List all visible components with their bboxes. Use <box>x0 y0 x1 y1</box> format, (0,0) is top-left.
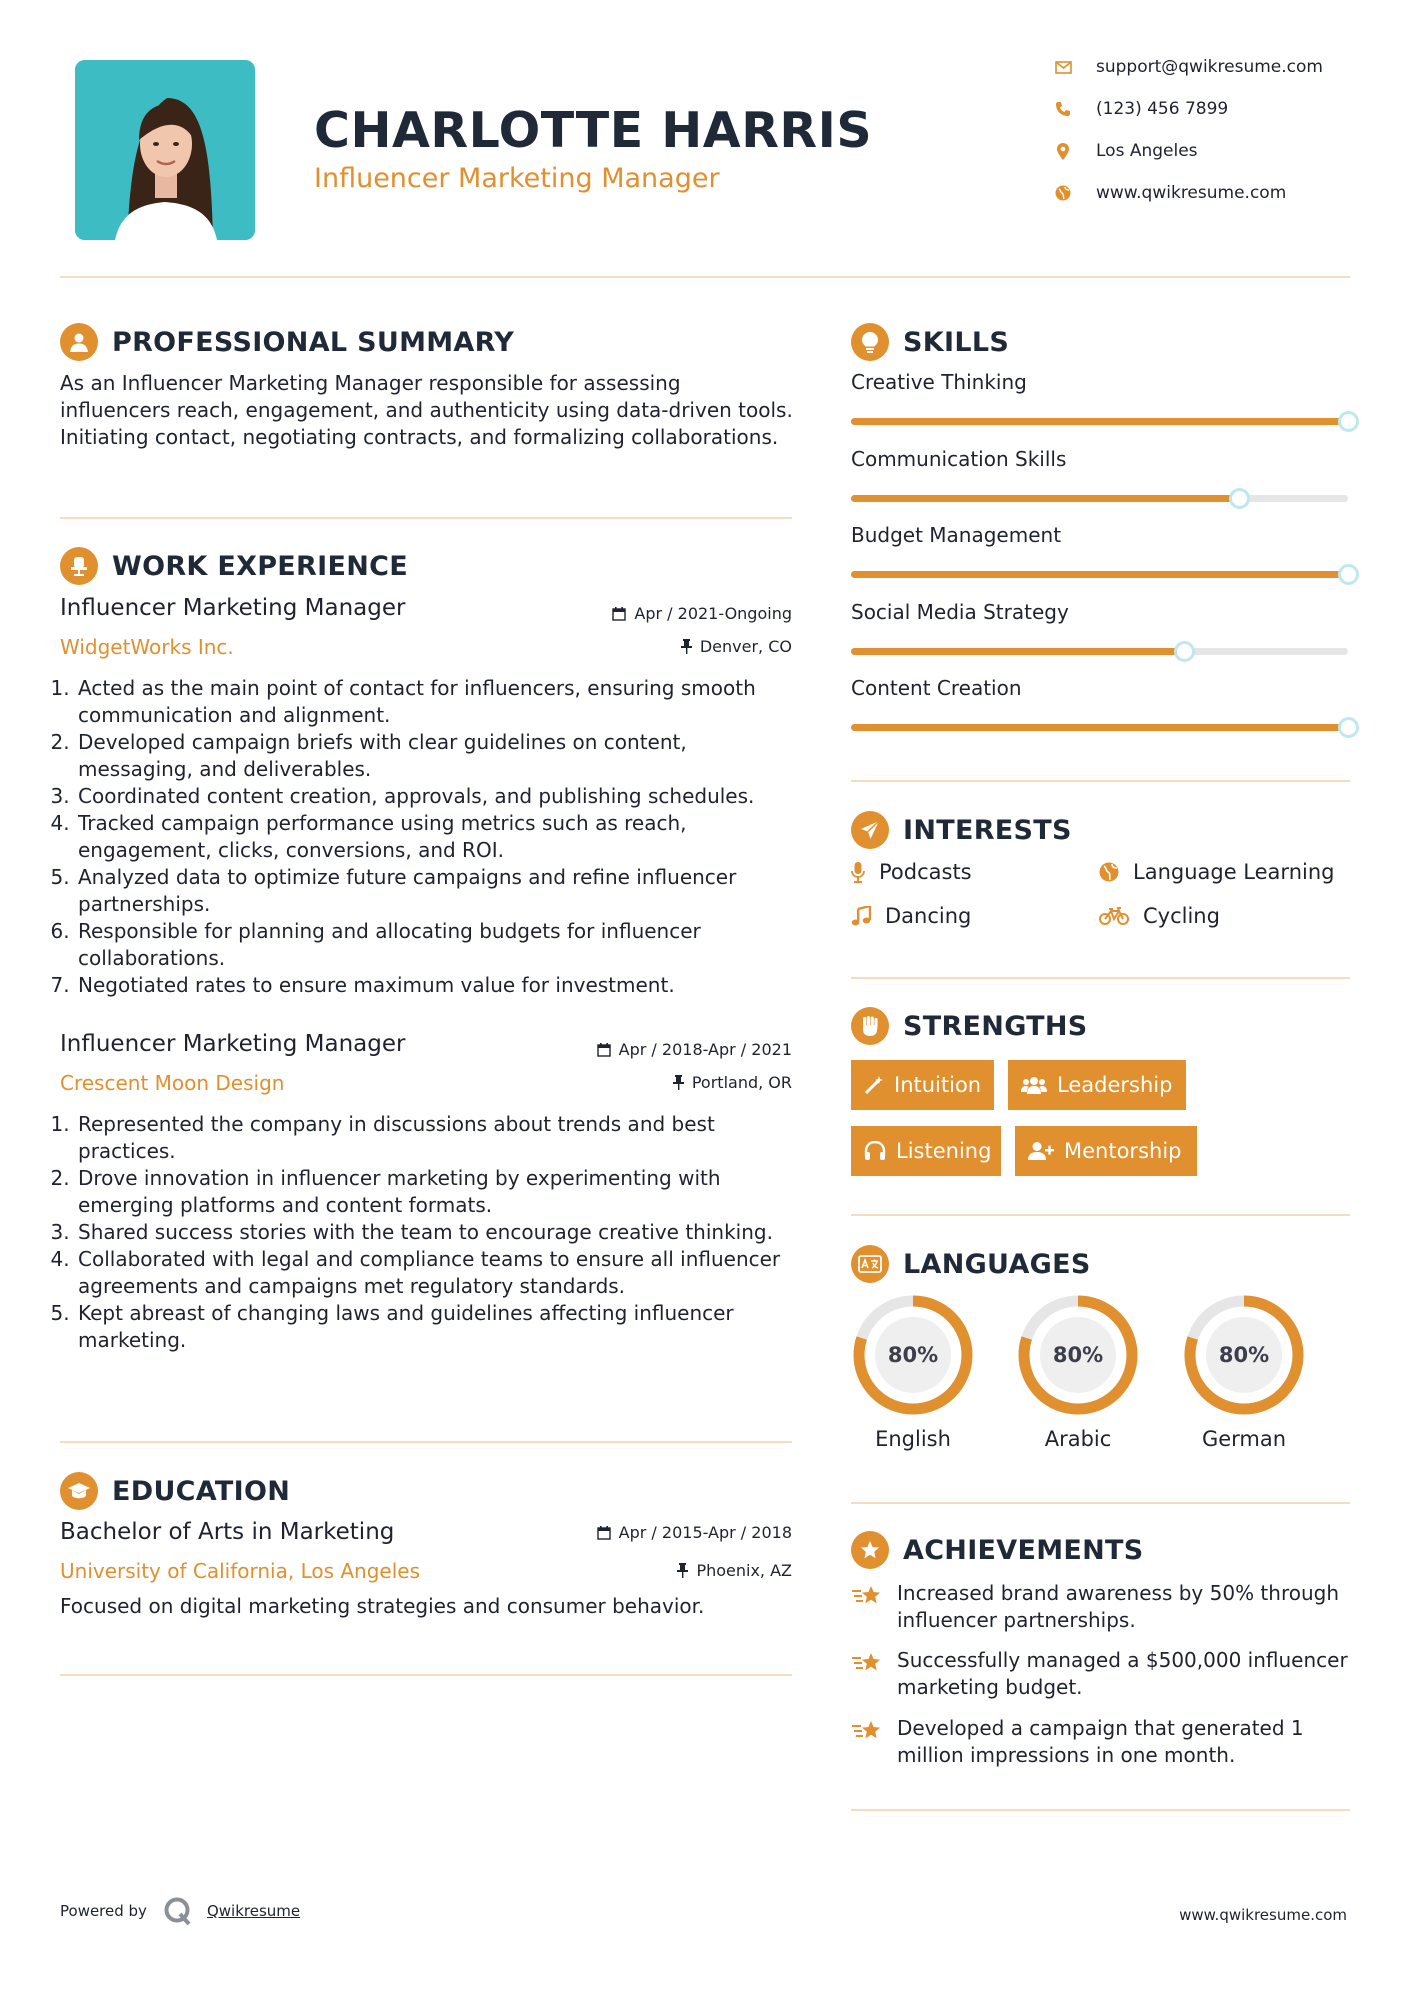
interests-heading <box>851 811 1072 849</box>
interests-divider <box>851 977 1350 979</box>
skill-label: Budget Management <box>851 523 1062 547</box>
summary-heading <box>60 323 514 361</box>
skill-label: Social Media Strategy <box>851 599 1069 624</box>
experience-divider <box>60 1441 792 1443</box>
strength-badge-intuition <box>851 1060 994 1110</box>
skills-heading-label: SKILLS <box>903 326 1010 358</box>
candidate-name: CHARLOTTE HARRIS <box>314 102 873 159</box>
pushpin-icon <box>677 1563 688 1578</box>
language-ring <box>1182 1293 1306 1417</box>
language-ring <box>851 1293 975 1417</box>
languages-divider <box>851 1502 1350 1504</box>
language-name: English <box>875 1427 951 1451</box>
achievement-2-text: Successfully managed a $500,000 influencer marketing budget. <box>897 1648 1348 1699</box>
education-description: Focused on digital marketing strategies and consumer behavior. <box>60 1594 705 1618</box>
languages-heading <box>851 1245 1091 1283</box>
skill-bar-track <box>851 648 1348 655</box>
education-heading <box>60 1472 290 1510</box>
interest-podcasts <box>851 860 972 884</box>
job-2-location <box>470 1073 792 1092</box>
skills-divider <box>851 780 1350 782</box>
list-item: 2. Developed campaign briefs with clear guidelines on content, messaging, and deliverables. <box>76 729 803 783</box>
summary-heading-label: PROFESSIONAL SUMMARY <box>112 326 515 358</box>
job-1-dates <box>470 604 792 623</box>
education-dates-text: Apr / 2015-Apr / 2018 <box>618 1523 792 1542</box>
skill-level-knob <box>1338 411 1359 432</box>
skills-heading <box>851 323 1009 361</box>
footer-brand-link[interactable]: Qwikresume <box>206 1902 301 1920</box>
globe-icon <box>1053 183 1073 203</box>
experience-heading <box>60 547 408 585</box>
strength-badge-listening <box>851 1126 1001 1176</box>
list-item: 2. Drove innovation in influencer marketing by experimenting with emerging platforms and content formats. <box>76 1165 803 1219</box>
education-heading-label: EDUCATION <box>112 1475 291 1507</box>
microphone-icon <box>851 861 865 883</box>
achievement-item <box>851 1580 1350 1634</box>
list-item: 1. Acted as the main point of contact for influencers, ensuring smooth communication and alignment. <box>76 675 803 729</box>
interest-cycling <box>1099 904 1220 928</box>
strength-listening-label: Listening <box>896 1139 992 1163</box>
job-2-title: Influencer Marketing Manager <box>60 1031 406 1057</box>
paper-plane-icon <box>851 811 889 849</box>
skill-bar-track <box>851 724 1348 731</box>
education-school: University of California, Los Angeles <box>60 1559 421 1583</box>
footer-url[interactable]: www.qwikresume.com <box>1179 1906 1347 1924</box>
job-1-title: Influencer Marketing Manager <box>60 595 406 621</box>
portrait-image <box>75 60 255 240</box>
skill-bar-track <box>851 418 1348 425</box>
strengths-heading-label: STRENGTHS <box>903 1010 1088 1042</box>
job-2-dates <box>470 1040 792 1059</box>
calendar-icon <box>597 1526 611 1540</box>
job-1-location-text: Denver, CO <box>699 637 792 656</box>
language-name: Arabic <box>1044 1427 1112 1451</box>
skill-bar-track <box>851 571 1348 578</box>
pushpin-icon <box>673 1075 684 1090</box>
list-item: 6. Responsible for planning and allocating budgets for influencer collaborations. <box>76 918 803 972</box>
job-1-bullets <box>58 675 803 999</box>
achievement-1-text: Increased brand awareness by 50% through influencer partnerships. <box>897 1581 1340 1632</box>
job-2-company: Crescent Moon Design <box>60 1071 285 1095</box>
summary-divider <box>60 517 792 519</box>
calendar-icon <box>612 607 626 621</box>
skill-bar-fill <box>851 724 1348 731</box>
strengths-divider <box>851 1214 1350 1216</box>
profile-photo <box>75 60 255 240</box>
strengths-heading <box>851 1007 1088 1045</box>
contact-website-text: www.qwikresume.com <box>1096 183 1287 203</box>
list-item: 3. Coordinated content creation, approvals, and publishing schedules. <box>76 783 803 810</box>
graduation-cap-icon <box>60 1472 98 1510</box>
skill-bar-fill <box>851 418 1348 425</box>
list-item: 1. Represented the company in discussions about trends and best practices. <box>76 1111 803 1165</box>
headphones-icon <box>864 1141 886 1161</box>
fist-icon <box>851 1007 889 1045</box>
footer-powered-by <box>60 1896 300 1926</box>
shooting-star-icon <box>851 1715 887 1769</box>
language-ring <box>1016 1293 1140 1417</box>
interest-dancing <box>851 904 971 928</box>
list-item: 5. Analyzed data to optimize future campaigns and refine influencer partnerships. <box>76 864 803 918</box>
contact-phone[interactable] <box>1053 99 1383 119</box>
job-2-location-text: Portland, OR <box>691 1073 792 1092</box>
list-item: 7. Negotiated rates to ensure maximum value for investment. <box>76 972 803 999</box>
contact-website[interactable] <box>1053 183 1383 203</box>
magic-wand-icon <box>864 1075 884 1095</box>
globe-icon <box>1099 862 1119 882</box>
user-icon <box>60 323 98 361</box>
achievements-heading-label: ACHIEVEMENTS <box>903 1534 1144 1566</box>
skill-bar-fill <box>851 648 1184 655</box>
interest-language-learning-label: Language Learning <box>1133 860 1335 884</box>
job-2-dates-text: Apr / 2018-Apr / 2021 <box>618 1040 792 1059</box>
bicycle-icon <box>1099 906 1129 926</box>
interest-language-learning <box>1099 860 1334 884</box>
pushpin-icon <box>681 639 692 654</box>
interest-dancing-label: Dancing <box>885 904 972 928</box>
language-percent: 80% <box>887 1343 939 1367</box>
strength-mentorship-label: Mentorship <box>1064 1139 1182 1163</box>
skill-level-knob <box>1174 641 1195 662</box>
skill-bar-fill <box>851 495 1239 502</box>
star-badge-icon <box>851 1531 889 1569</box>
phone-icon <box>1053 99 1073 119</box>
lightbulb-icon <box>851 323 889 361</box>
achievements-divider <box>851 1809 1350 1811</box>
language-card-icon <box>851 1245 889 1283</box>
strength-badge-mentorship <box>1015 1126 1197 1176</box>
map-pin-icon <box>1053 141 1073 161</box>
languages-heading-label: LANGUAGES <box>903 1248 1091 1280</box>
shooting-star-icon <box>851 1647 887 1701</box>
list-item: 3. Shared success stories with the team to encourage creative thinking. <box>76 1219 803 1246</box>
interest-cycling-label: Cycling <box>1143 904 1220 928</box>
shooting-star-icon <box>851 1580 887 1634</box>
education-location <box>470 1561 792 1580</box>
powered-by-text: Powered by <box>60 1902 147 1920</box>
list-item: 4. Tracked campaign performance using metrics such as reach, engagement, clicks, conversions, and ROI. <box>76 810 803 864</box>
contact-location <box>1053 141 1383 161</box>
briefcase-icon <box>60 547 98 585</box>
education-dates <box>470 1523 792 1542</box>
skill-label: Content Creation <box>851 676 1022 700</box>
contact-location-text: Los Angeles <box>1096 141 1198 161</box>
achievement-item <box>851 1647 1350 1701</box>
skill-bar-fill <box>851 571 1348 578</box>
education-degree: Bachelor of Arts in Marketing <box>60 1519 395 1545</box>
qwikresume-logo-icon <box>163 1896 193 1926</box>
calendar-icon <box>597 1043 611 1057</box>
user-plus-icon <box>1028 1141 1054 1161</box>
list-item: 4. Collaborated with legal and compliance teams to ensure all influencer agreements and campaigns met regulatory standards. <box>76 1246 803 1300</box>
skill-level-knob <box>1338 564 1359 585</box>
experience-heading-label: WORK EXPERIENCE <box>112 550 408 582</box>
language-percent: 80% <box>1218 1343 1270 1367</box>
language-name: German <box>1201 1427 1287 1451</box>
job-1-company: WidgetWorks Inc. <box>60 635 234 659</box>
strength-leadership-label: Leadership <box>1057 1073 1173 1097</box>
contact-email[interactable] <box>1053 57 1383 77</box>
achievement-item <box>851 1715 1350 1769</box>
strength-badge-leadership <box>1008 1060 1186 1110</box>
language-percent: 80% <box>1052 1343 1104 1367</box>
skill-level-knob <box>1338 717 1359 738</box>
job-1-location <box>470 637 792 656</box>
list-item: 5. Kept abreast of changing laws and guidelines affecting influencer marketing. <box>76 1300 803 1354</box>
candidate-title: Influencer Marketing Manager <box>314 163 720 194</box>
strength-intuition-label: Intuition <box>894 1073 982 1097</box>
header-divider <box>60 276 1350 278</box>
achievements-heading <box>851 1531 1144 1569</box>
skill-bar-track <box>851 495 1348 502</box>
contact-phone-text: (123) 456 7899 <box>1096 99 1229 119</box>
skill-level-knob <box>1229 488 1250 509</box>
achievement-3-text: Developed a campaign that generated 1 million impressions in one month. <box>897 1716 1304 1767</box>
job-2-bullets <box>58 1111 803 1354</box>
skill-label: Communication Skills <box>851 446 1067 471</box>
interest-podcasts-label: Podcasts <box>879 860 972 884</box>
users-icon <box>1021 1075 1047 1095</box>
envelope-icon <box>1053 57 1073 77</box>
job-1-dates-text: Apr / 2021-Ongoing <box>634 604 792 623</box>
interests-heading-label: INTERESTS <box>903 814 1072 846</box>
education-location-text: Phoenix, AZ <box>696 1561 792 1580</box>
education-divider <box>60 1674 792 1676</box>
contact-email-text: support@qwikresume.com <box>1096 57 1323 77</box>
skill-label: Creative Thinking <box>851 370 1027 394</box>
summary-text: As an Influencer Marketing Manager responsible for assessing influencers reach, engagement, and authenticity using data-driven tools. Initiating contact, negotiating contracts, and formalizing collaborations. <box>60 371 793 449</box>
music-note-icon <box>851 906 871 926</box>
